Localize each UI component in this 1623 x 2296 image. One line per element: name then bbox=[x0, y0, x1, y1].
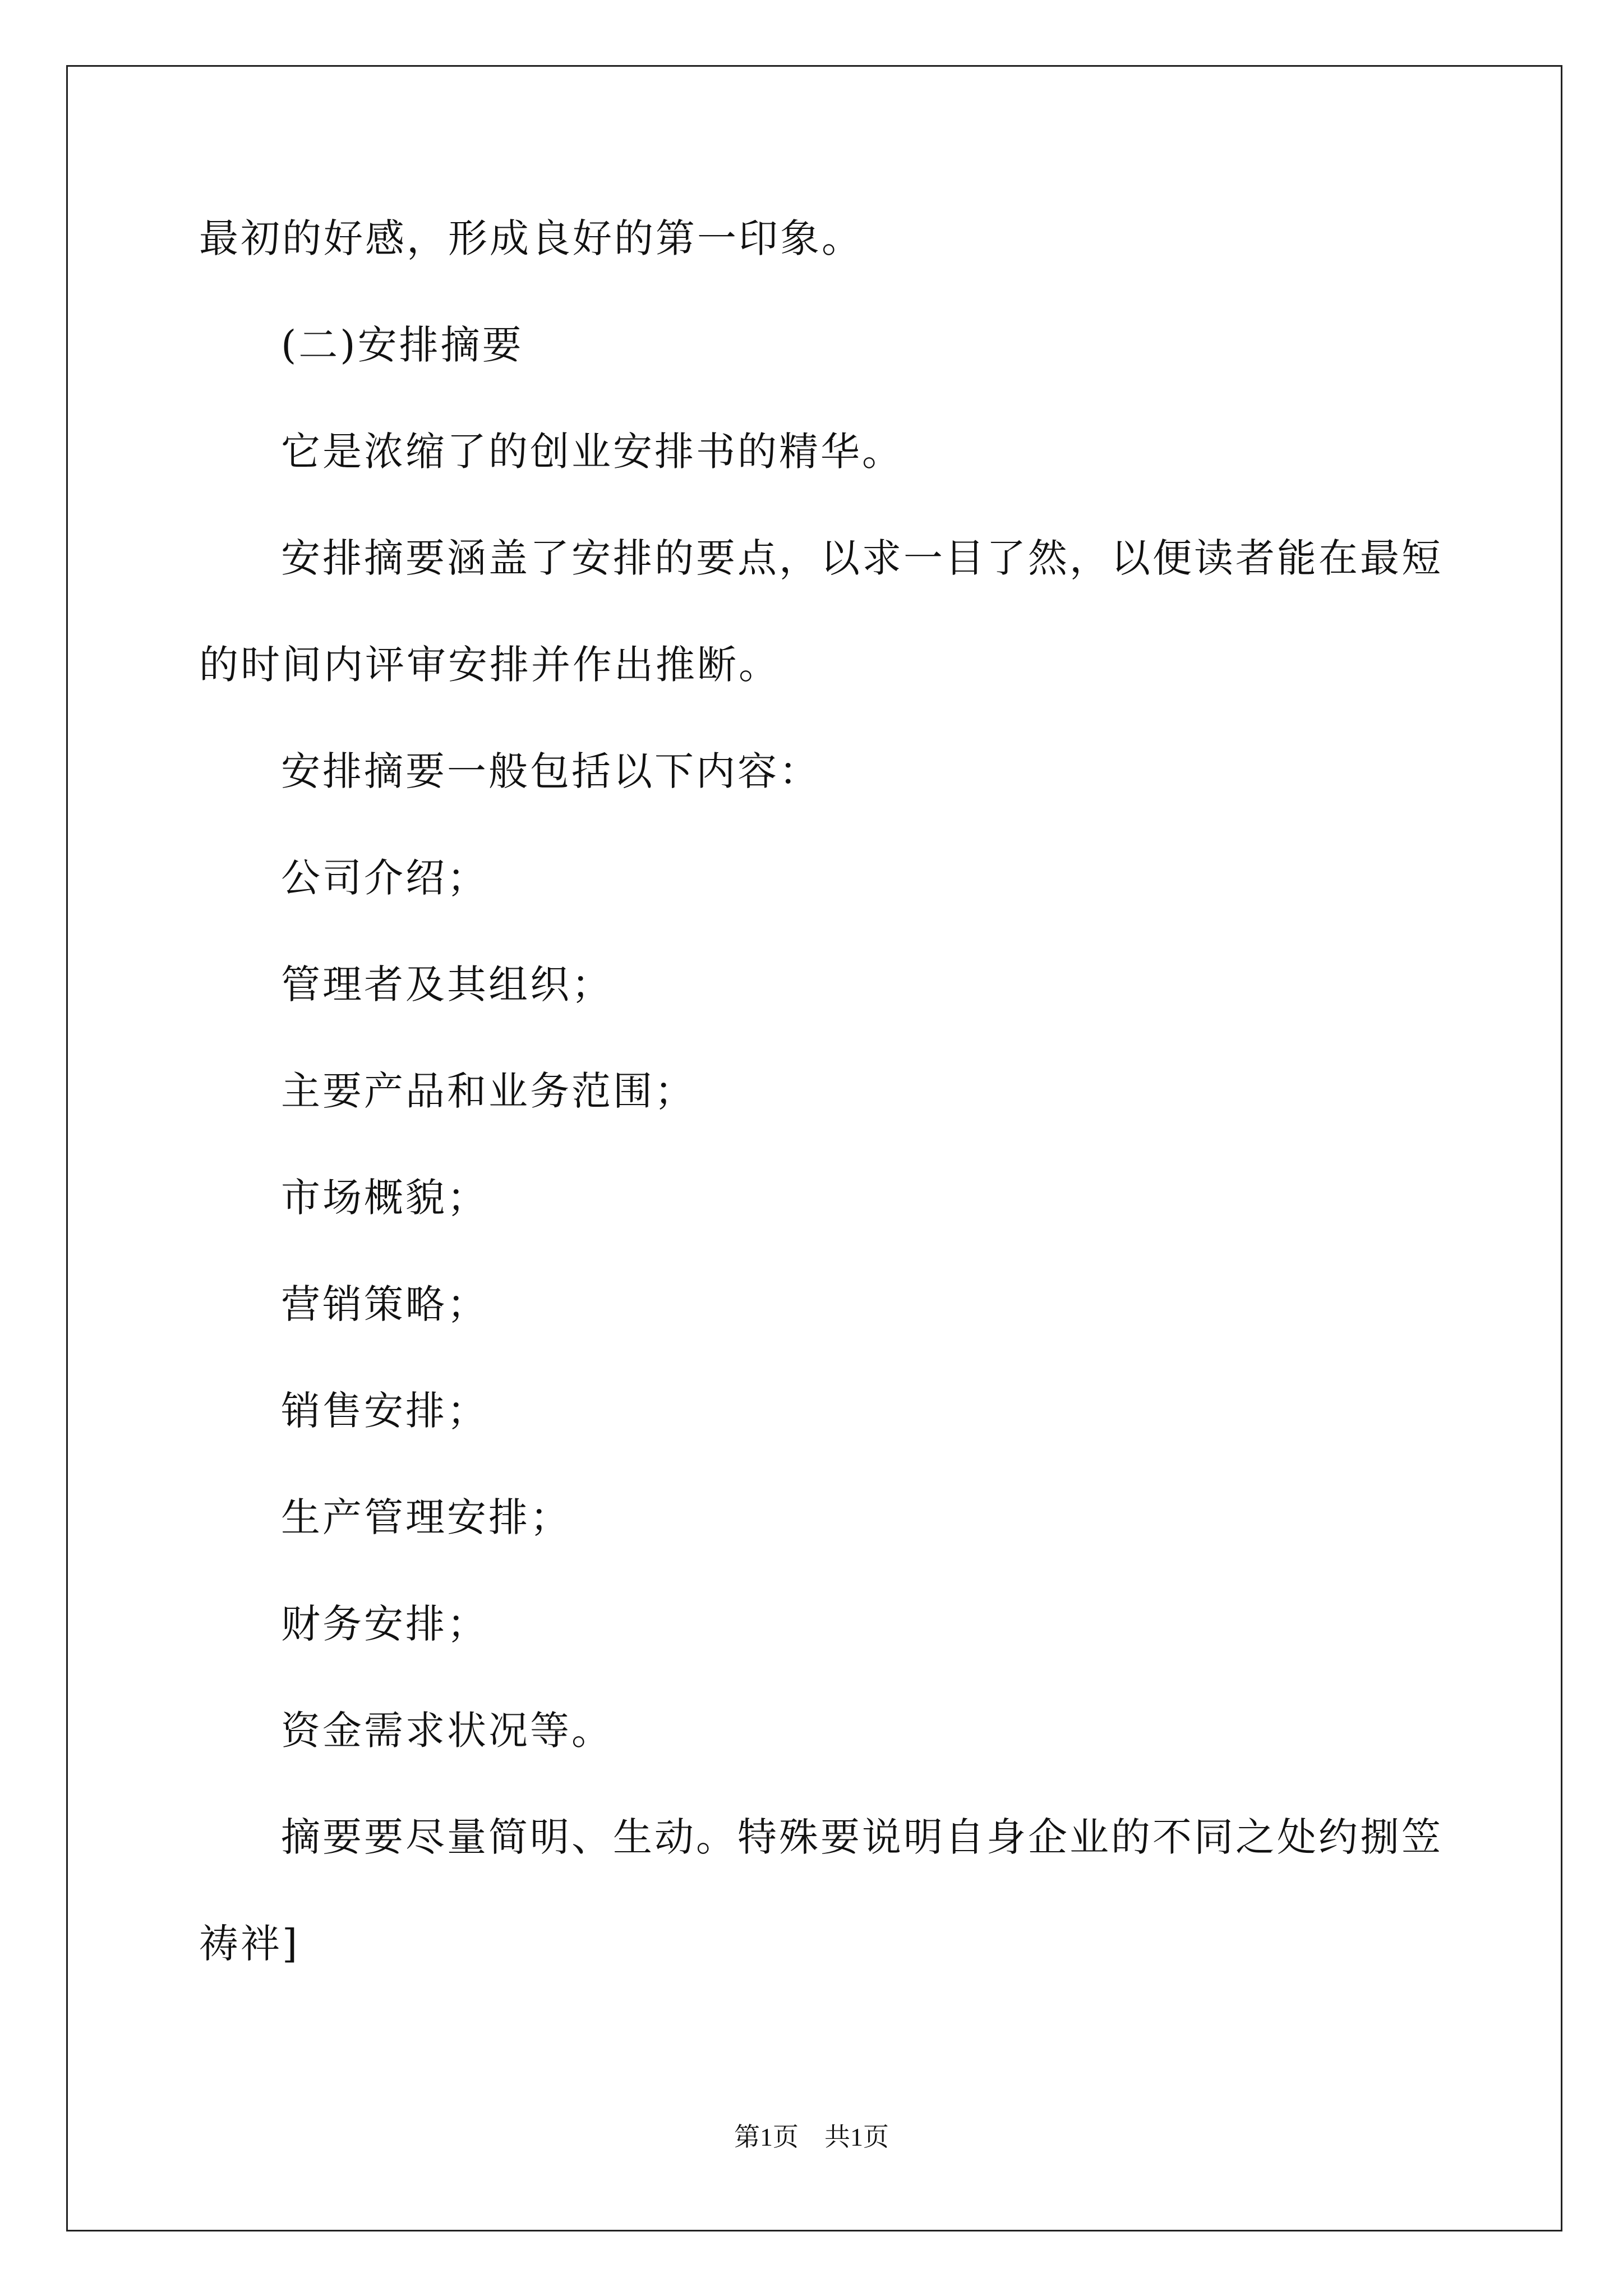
list-item: 资金需求状况等。 bbox=[281, 1708, 613, 1754]
paragraph-line: 祷袢] bbox=[199, 1921, 300, 1967]
list-item: 管理者及其组织； bbox=[281, 961, 613, 1007]
list-item: 销售安排； bbox=[281, 1388, 488, 1434]
paragraph-line: 的时间内评审安排并作出推断。 bbox=[199, 642, 780, 688]
list-item: 生产管理安排； bbox=[281, 1494, 571, 1540]
paragraph-line: 安排摘要一般包括以下内容： bbox=[281, 748, 820, 794]
paragraph-line: 它是浓缩了的创业安排书的精华。 bbox=[281, 429, 903, 475]
list-item: 财务安排； bbox=[281, 1601, 488, 1647]
list-item: 公司介绍； bbox=[281, 855, 488, 901]
page-number-footer: 第1页 共1页 bbox=[734, 2123, 889, 2151]
list-item: 营销策略； bbox=[281, 1281, 488, 1327]
paragraph-line: 安排摘要涵盖了安排的要点，以求一目了然，以便读者能在最短 bbox=[281, 535, 1443, 581]
list-item: 市场概貌； bbox=[281, 1175, 488, 1221]
paragraph-line: 最初的好感，形成良好的第一印象。 bbox=[199, 215, 863, 261]
paragraph-line: 摘要要尽量简明、生动。特殊要说明自身企业的不同之处约捌笠 bbox=[281, 1814, 1443, 1860]
list-item: 主要产品和业务范围； bbox=[281, 1068, 696, 1114]
section-heading: (二)安排摘要 bbox=[281, 322, 524, 368]
page-border bbox=[66, 65, 1562, 2231]
